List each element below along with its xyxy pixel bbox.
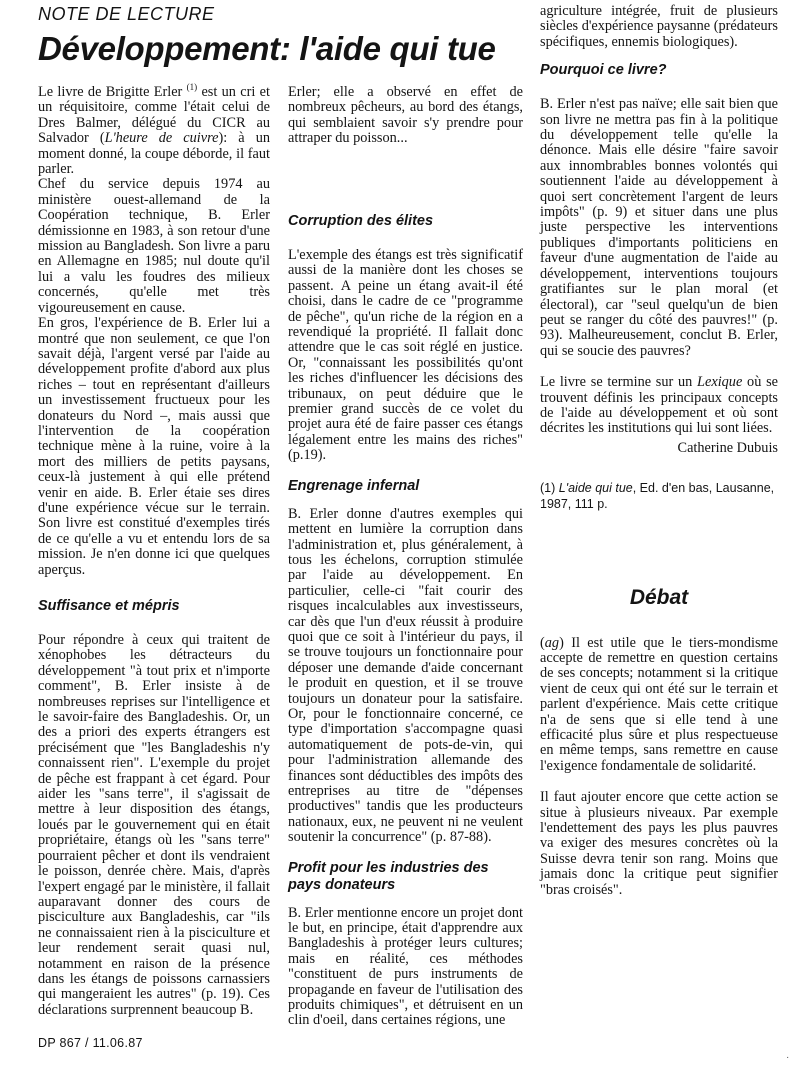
subheading-suffisance: Suffisance et mépris [38, 598, 180, 614]
intro-paragraph-3: En gros, l'expérience de B. Erler lui a montré que non seulement, ce que l'on savait déjà, l'argent versé par l'aide au développement profite d'abord aux plus riches – tout en représentant d'ailleurs un investissement fructueux pour les donateurs du Nord –, mais aussi que l'intervention de la coopération technique mène à la ruine, voire à la mort des milliers de petits paysans, ceux-là justement à qui elle prétend venir en aide. B. Erler étaie ses dires d'une expérience vécue sur le terrain. Son livre est constitué d'exemples tirés de ce qu'elle a vu et entendu lors de sa mission. Je n'en donne ici que quelques aperçus. [38, 315, 270, 578]
column-3 [540, 4, 778, 898]
pourquoi-paragraph: B. Erler n'est pas naïve; elle sait bien que son livre ne mettra pas fin à la politique du développement telle qu'elle la dénonce. Mais elle désire "faire savoir aux innombrables bonnes volontés qui soutiennent l'aide au développement à quoi sert concrètement l'argent de leurs impôts" (p. 9) et situer dans une plus juste perspective les interventions publiques d'importants politiciens en faveur d'une augmentation de l'aide au développement, interventions toujours gratifiantes sur le plan moral (et électoral), car "seul quelqu'un de bien peut se ranger du côté des pauvres!" (p. 93). Malheureusement, conclut B. Erler, qui se soucie des pauvres? [540, 96, 778, 359]
lexique-paragraph: Le livre se termine sur un Lexique où se trouvent définis les principaux concepts de l'aide au développement et où sont décrites les institutions qui lui sont liées. [540, 374, 778, 437]
issue-footer: DP 867 / 11.06.87 [38, 1036, 143, 1050]
subheading-corruption: Corruption des élites [288, 213, 434, 229]
subheading-profit: Profit pour les industries des pays donateurs [288, 859, 489, 893]
section-kicker: NOTE DE LECTURE [38, 4, 215, 24]
debat-paragraph-1: (ag) Il est utile que le tiers-mondisme accepte de remettre en question certains de ses concepts; notamment si la critique vient de ceux qui ont été sur le terrain et parlent d'expérience. Mais cette critique n'a de sens que si elle tend à une efficacité plus sûre et plus respectueuse en même temps, sans remettre en cause l'exigence fondamentale de solidarité. [540, 634, 778, 774]
debat-heading: Débat [629, 586, 689, 610]
author-signature: Catherine Dubuis [677, 439, 778, 456]
suffisance-paragraph-continued: Erler; elle a observé en effet de nombreux pêcheurs, au bord des étangs, qui semblaient savoir s'y prendre pour attraper du poisson... [288, 84, 523, 147]
suffisance-paragraph: Pour répondre à ceux qui traitent de xénophobes les détracteurs du développement "à tout prix et n'importe comment", B. Erler insiste à de nombreuses reprises sur l'intelligence et le savoir-faire des Bangladeshis. Or, un des a priori des experts étrangers est précisément que "les Bangladeshis n'y connaissent rien". L'exemple du projet de pêche est frappant à cet égard. Pour aider les "sans terre", il s'agissait de mettre à leur disposition des étangs, loués par le gouvernement qui en était propriétaire, étangs où les "sans terre" pourraient pêcher et dont ils vendraient le poisson, denrée chère. Mais, d'après l'expert engagé par le ministère, il fallait auparavant donner des cours de pisciculture aux Bangladeshis, car "ils ne connaissaient rien à la pisciculture et leur rendement serait quasi nul, notamment en raison de la présence dans les étangs de poissons carnassiers qui mangeraient les autres" (p. 19). Ces déclarations surprennent beaucoup B. [38, 632, 270, 1018]
article-title: Développement: l'aide qui tue [38, 30, 496, 67]
engrenage-paragraph: B. Erler donne d'autres exemples qui mettent en lumière la corruption dans l'administration et, plus généralement, à tous les échelons, corruption stimulée par l'aide au développement. En particulier, celle-ci "fait courir des risques incalculables aux investisseurs, car dès que l'un d'eux réussit à produire quoi que ce soit à l'intérieur du pays, il se trouve toujours un fonctionnaire pour déposer une demande d'aide concernant le produit en question, et il se trouve toujours un donateur pour la satisfaire. Or, pour le fonctionnaire concerné, ce type d'importation s'accompagne quasi automatiquement de pots-de-vin, qui pour l'administration allemande des finances sont déductibles des impôts des entreprises au titre de "dépenses productives" tandis que les producteurs nationaux, eux, ne peuvent ni ne veulent soutenir la concurrence" (p. 87-88). [288, 505, 523, 846]
corruption-paragraph: L'exemple des étangs est très significatif aussi de la manière dont les choses se passent. A peine un étang avait-il été choisi, dans le cadre de ce "programme de pêche", qu'un riche de la région en a revendiqué la propriété. Il fallait donc attendre que le cas soit réglé en justice. Or, "connaissant les possibilités qu'ont les riches d'influencer les décisions des tribunaux, on peut déduire que le premier grand succès de ce volet du projet aura été de faire passer ces étangs légalement entre les mains des riches" (p.19). [288, 247, 523, 464]
intro-paragraph-2: Chef du service depuis 1974 au ministère ouest-allemand de la Coopération technique, B. Erler démissionne en 1983, à son retour d'une mission au Bangladesh. Son livre a paru en Allemagne en 1985; nul doute qu'il lui a valu les foudres des milieux concernés, qu'elle met très vigoureusement en cause. [38, 176, 270, 316]
intro-paragraph-1: Le livre de Brigitte Erler $^{(1)}$ est un cri et un réquisitoire, comme l'était celui de Dres Balmer, délégué du CICR au Salvador (L'heure de cuivre): à un moment donné, la coupe déborde, il faut parler. [38, 82, 270, 178]
debat-paragraph-2: Il faut ajouter encore que cette action se situe à plusieurs niveaux. Par exemple l'endettement des pays les plus pauvres va exiger des mesures concrètes où la Suisse devra tenir son rang. Moins que jamais donc la critique peut signifier "bras croisés". [540, 789, 778, 898]
column-2 [288, 85, 523, 1029]
footnote: (1) L'aide qui tue, Ed. d'en bas, Lausanne, 1987, 111 p. [540, 481, 775, 512]
profit-paragraph: B. Erler mentionne encore un projet dont le but, en principe, était d'apprendre aux Bangladeshis à protéger leurs cultures; mais en réalité, ces méthodes "constituent de purs instruments de propagande en faveur de l'utilisation des produits chimiques", et détruisent en un clin d'oeil, dans certaines régions, une [288, 904, 523, 1029]
subheading-engrenage: Engrenage infernal [288, 477, 420, 494]
column-1 [38, 82, 270, 1018]
subheading-pourquoi: Pourquoi ce livre? [540, 62, 667, 79]
footnote-book-title: L'aide qui tue [558, 481, 633, 496]
profit-paragraph-continued: agriculture intégrée, fruit de plusieurs siècles d'expérience paysanne (prédateurs spécifiques, ennemis biologiques). [540, 3, 778, 50]
book-title-ref: L'heure de cuivre [104, 130, 219, 147]
page-edge-mark: · [786, 1052, 790, 1063]
footnote-ref: (1) [186, 82, 198, 93]
